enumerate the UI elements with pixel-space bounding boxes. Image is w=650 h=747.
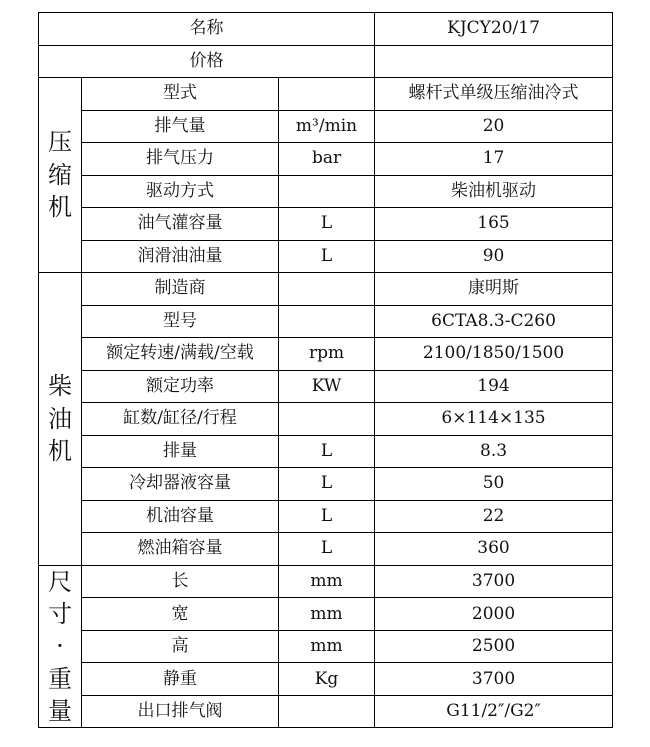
table-row [39, 370, 613, 403]
row-value: 194 [375, 370, 613, 403]
row-value: 6×114×135 [375, 403, 613, 436]
name-label: 名称 [39, 13, 375, 46]
table-row [39, 78, 613, 111]
row-label: 额定转速/满载/空载 [82, 338, 279, 371]
row-unit [279, 273, 375, 306]
name-value: KJCY20/17 [375, 13, 613, 46]
row-unit [279, 695, 375, 728]
table-row [39, 565, 613, 598]
table-row [39, 403, 613, 436]
table-row [39, 143, 613, 176]
price-row [39, 45, 613, 78]
row-unit: mm [279, 565, 375, 598]
group-label-diesel [39, 273, 82, 566]
row-value: 6CTA8.3-C260 [375, 305, 613, 338]
row-value: G11/2″/G2″ [375, 695, 613, 728]
row-unit: rpm [279, 338, 375, 371]
row-unit: mm [279, 598, 375, 631]
row-label: 型式 [82, 78, 279, 111]
table-row [39, 598, 613, 631]
row-value: 20 [375, 110, 613, 143]
name-row [39, 13, 613, 46]
row-value: 165 [375, 208, 613, 241]
group-char: 机 [48, 193, 72, 222]
row-value: 2100/1850/1500 [375, 338, 613, 371]
row-label: 排气量 [82, 110, 279, 143]
row-label: 冷却器液容量 [82, 468, 279, 501]
row-label: 静重 [82, 663, 279, 696]
row-value: 17 [375, 143, 613, 176]
row-unit: mm [279, 630, 375, 663]
row-value: 8.3 [375, 435, 613, 468]
table-row [39, 468, 613, 501]
row-unit: m³/min [279, 110, 375, 143]
group-label-compressor [39, 78, 82, 273]
row-label: 长 [82, 565, 279, 598]
table-row [39, 175, 613, 208]
row-label: 燃油箱容量 [82, 533, 279, 566]
row-unit: L [279, 208, 375, 241]
table-row [39, 663, 613, 696]
group-char: 重 [48, 664, 72, 693]
table-row [39, 695, 613, 728]
row-unit [279, 305, 375, 338]
group-char: 缩 [48, 160, 72, 189]
table-row [39, 305, 613, 338]
row-label: 高 [82, 630, 279, 663]
group-char: · [56, 632, 64, 661]
spec-table [38, 12, 613, 728]
table-row [39, 273, 613, 306]
row-value: 22 [375, 500, 613, 533]
row-value: 2000 [375, 598, 613, 631]
row-label: 油气灌容量 [82, 208, 279, 241]
row-label: 出口排气阀 [82, 695, 279, 728]
price-label: 价格 [39, 45, 375, 78]
table-row [39, 338, 613, 371]
row-unit: L [279, 435, 375, 468]
price-value [375, 45, 613, 78]
row-label: 型号 [82, 305, 279, 338]
group-char: 量 [48, 697, 72, 726]
row-label: 额定功率 [82, 370, 279, 403]
row-unit: L [279, 468, 375, 501]
row-value: 3700 [375, 565, 613, 598]
row-value: 360 [375, 533, 613, 566]
group-label-dimensions [39, 565, 82, 728]
row-value: 柴油机驱动 [375, 175, 613, 208]
table-row [39, 630, 613, 663]
row-label: 机油容量 [82, 500, 279, 533]
row-value: 90 [375, 240, 613, 273]
row-value: 2500 [375, 630, 613, 663]
row-unit: L [279, 533, 375, 566]
table-row [39, 240, 613, 273]
table-row [39, 435, 613, 468]
table-row [39, 208, 613, 241]
row-unit [279, 175, 375, 208]
row-label: 驱动方式 [82, 175, 279, 208]
row-label: 润滑油油量 [82, 240, 279, 273]
group-char: 压 [48, 128, 72, 157]
group-char: 尺 [48, 567, 72, 596]
table-row [39, 110, 613, 143]
row-unit [279, 403, 375, 436]
row-unit: Kg [279, 663, 375, 696]
row-label: 宽 [82, 598, 279, 631]
row-unit: L [279, 240, 375, 273]
row-label: 排气压力 [82, 143, 279, 176]
row-value: 螺杆式单级压缩油冷式 [375, 78, 613, 111]
row-label: 制造商 [82, 273, 279, 306]
group-char: 机 [48, 436, 72, 465]
row-label: 排量 [82, 435, 279, 468]
row-label: 缸数/缸径/行程 [82, 403, 279, 436]
group-char: 柴 [48, 372, 72, 401]
row-value: 3700 [375, 663, 613, 696]
table-row [39, 533, 613, 566]
row-value: 50 [375, 468, 613, 501]
row-unit: bar [279, 143, 375, 176]
row-unit: KW [279, 370, 375, 403]
table-row [39, 500, 613, 533]
row-value: 康明斯 [375, 273, 613, 306]
row-unit [279, 78, 375, 111]
group-char: 油 [48, 404, 72, 433]
row-unit: L [279, 500, 375, 533]
group-char: 寸 [48, 599, 72, 628]
